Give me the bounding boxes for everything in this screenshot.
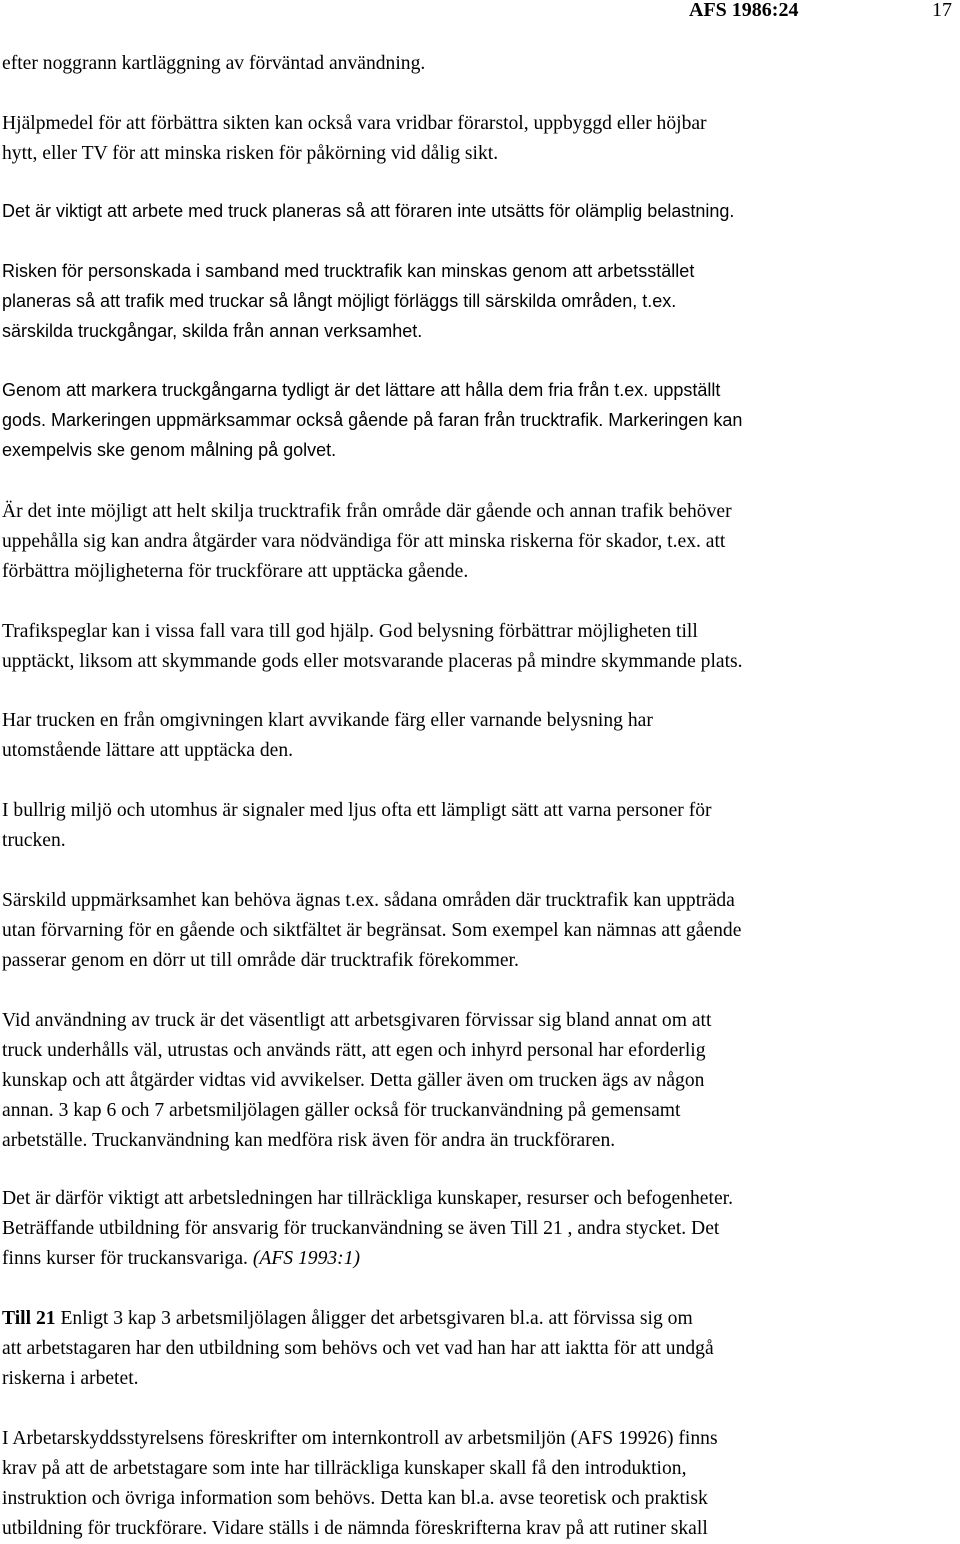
paragraph-3: Det är viktigt att arbete med truck planeras så att föraren inte utsätts för olämplig belastning. <box>2 201 735 221</box>
page-number: 17 <box>932 0 952 21</box>
paragraph-8: Har trucken en från omgivningen klart avvikande färg eller varnande belysning har utomstående lättare att upptäcka den. <box>2 710 653 761</box>
paragraph-12-text: Det är därför viktigt att arbetsledningen har tillräckliga kunskaper, resurser och befogenheter. Beträffande utbildning för ansvarig för truckanvändning se även Till 21 , andra stycket. Det finns kurser för truckansvariga. <box>2 1188 733 1269</box>
paragraph-13-text: Enligt 3 kap 3 arbetsmiljölagen åligger det arbetsgivaren bl.a. att förvissa sig om att arbetstagaren har den utbildning som behövs och vet vad han har att iaktta för att undgå riskerna i arbetet. <box>2 1308 714 1389</box>
document-reference: AFS 1986:24 <box>689 0 799 21</box>
paragraph-6: Är det inte möjligt att helt skilja trucktrafik från område där gående och annan trafik behöver uppehålla sig kan andra åtgärder vara nödvändiga för att minska riskerna för skador, t.ex. att förbättra möjligheterna för truckförare att upptäcka gående. <box>2 501 732 582</box>
paragraph-13-label: Till 21 <box>2 1308 56 1329</box>
paragraph-10: Särskild uppmärksamhet kan behöva ägnas t.ex. sådana områden där trucktrafik kan uppträda utan förvarning för en gående och siktfältet är begränsat. Som exempel kan nämnas att gående passerar genom en dörr ut till område där trucktrafik förekommer. <box>2 890 742 971</box>
paragraph-9: I bullrig miljö och utomhus är signaler med ljus ofta ett lämpligt sätt att varna personer för trucken. <box>2 800 712 851</box>
paragraph-1: efter noggrann kartläggning av förväntad användning. <box>2 53 426 74</box>
paragraph-7: Trafikspeglar kan i vissa fall vara till god hjälp. God belysning förbättrar möjligheten till upptäckt, liksom att skymmande gods eller motsvarande placeras på mindre skymmande plats. <box>2 621 743 672</box>
paragraph-13 <box>2 1304 958 1394</box>
paragraph-12-reference: (AFS 1993:1) <box>252 1248 361 1269</box>
paragraph-5: Genom att markera truckgångarna tydligt är det lättare att hålla dem fria från t.ex. uppställt gods. Markeringen uppmärksammar också gående på faran från trucktrafik. Markeringen kan exempelvis ske genom målning på golvet. <box>2 380 743 460</box>
paragraph-2: Hjälpmedel för att förbättra sikten kan också vara vridbar förarstol, uppbyggd eller höjbar hytt, eller TV för att minska risken för påkörning vid dålig sikt. <box>2 113 707 164</box>
paragraph-12 <box>2 1184 958 1274</box>
paragraph-11: Vid användning av truck är det väsentligt att arbetsgivaren förvissar sig bland annat om att truck underhålls väl, utrustas och används rätt, att egen och inhyrd personal har eforderlig kunskap och att åtgärder vidtas vid avvikelser. Detta gäller även om trucken ägs av någon annan. 3 kap 6 och 7 arbetsmiljölagen gäller också för truckanvändning på gemensamt arbetställe. Truckanvändning kan medföra risk även för andra än truckföraren. <box>2 1010 712 1151</box>
paragraph-4: Risken för personskada i samband med trucktrafik kan minskas genom att arbetsstället planeras så att trafik med truckar så långt möjligt förläggs till särskilda områden, t.ex. särskilda truckgångar, skilda från annan verksamhet. <box>2 261 695 341</box>
paragraph-14: I Arbetarskyddsstyrelsens föreskrifter om internkontroll av arbetsmiljön (AFS 19926) finns krav på att de arbetstagare som inte har tillräckliga kunskaper skall få den introduktion, instruktion och övriga information som behövs. Detta kan bl.a. avse teoretisk och praktisk utbildning för truckförare. Vidare ställs i de nämnda föreskrifterna krav på att rutiner skall <box>2 1428 718 1539</box>
